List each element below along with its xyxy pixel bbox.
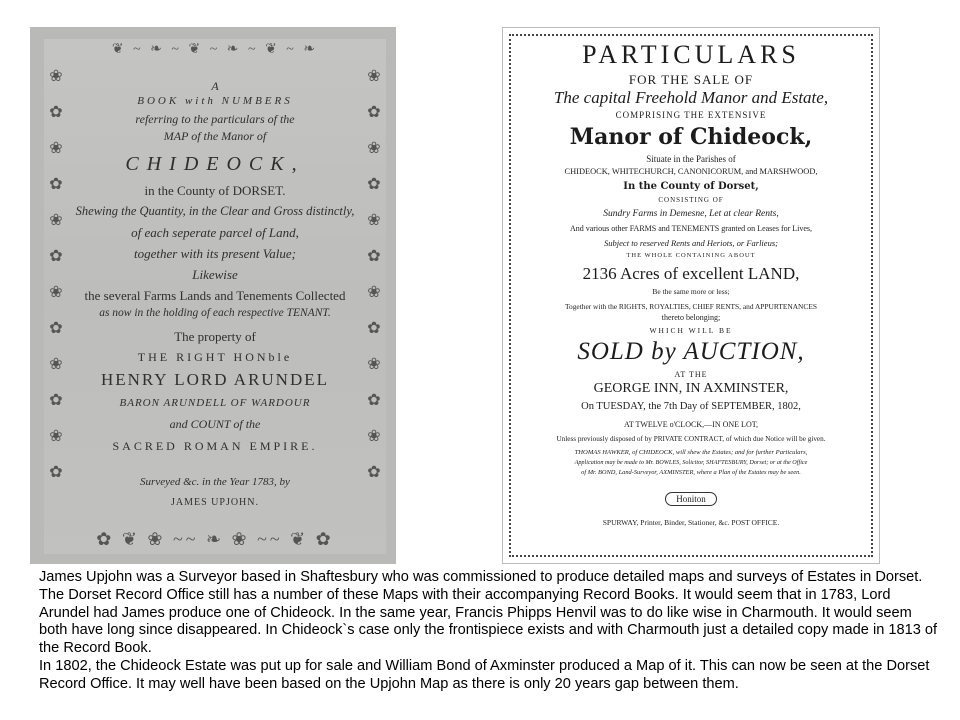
fp-line-19: Surveyed &c. in the Year 1783, by xyxy=(140,476,290,488)
fp-line-4: MAP of the Manor of xyxy=(163,129,267,143)
right-vine-border: ❀ ✿ ❀ ✿ ❀ ✿ ❀ ✿ ❀ ✿ ❀ ✿ xyxy=(367,68,381,481)
poster-line-2: FOR THE SALE OF xyxy=(628,72,754,87)
fp-line-16: BARON ARUNDELL OF WARDOUR xyxy=(119,397,311,409)
fp-line-11: the several Farms Lands and Tenements Collected xyxy=(84,288,346,303)
left-vine-border: ❀ ✿ ❀ ✿ ❀ ✿ ❀ ✿ ❀ ✿ ❀ ✿ xyxy=(49,68,63,481)
poster-line-20: AT THE xyxy=(674,370,708,379)
poster-date: On TUESDAY, the 7th Day of SEPTEMBER, 1802, xyxy=(581,401,801,412)
fp-line-1: A xyxy=(211,79,219,93)
poster-line-7: CHIDEOCK, WHITECHURCH, CANONICORUM, and MARSHWOOD, xyxy=(564,167,818,176)
poster-line-17: thereto belonging; xyxy=(661,313,721,322)
caption-paragraph-2: In 1802, the Chideock Estate was put up for sale and William Bond of Axminster produced a Map of it. This can now be seen at the Dorset Record Office. It may well have been based on the Upjohn Map as there is only 20 years gap between them. xyxy=(39,657,930,692)
sale-particulars-poster xyxy=(502,27,880,564)
fp-line-6: in the County of DORSET. xyxy=(144,183,286,198)
caption-text xyxy=(39,569,939,694)
poster-line-3: The capital Freehold Manor and Estate, xyxy=(553,88,829,107)
poster-line-12: Subject to reserved Rents and Heriots, or Farlieus; xyxy=(604,238,778,248)
poster-line-26: Application may be made to Mr. BOWLES, Solicitor, SHAFTESBURY, Dorset; or at the Office xyxy=(574,459,808,466)
fp-line-2: BOOK with NUMBERS xyxy=(137,95,293,107)
poster-line-16: Together with the RIGHTS, ROYALTIES, CHIEF RENTS, and APPURTENANCES xyxy=(565,302,817,311)
poster-line-23: AT TWELVE o'CLOCK,—IN ONE LOT, xyxy=(623,420,759,429)
poster-line-10: Sundry Farms in Demesne, Let at clear Rents, xyxy=(603,209,779,219)
poster-line-25: THOMAS HAWKER, of CHIDEOCK, will shew the Estates; and for further Particulars, xyxy=(574,449,808,456)
poster-line-9: CONSISTING OF xyxy=(658,196,724,204)
poster-line-8: In the County of Dorset, xyxy=(623,181,759,192)
poster-manor-title: Manor of Chideock, xyxy=(569,124,813,150)
frontispiece-paper xyxy=(44,39,386,554)
fp-henry-lord-arundel: HENRY LORD ARUNDEL xyxy=(100,370,330,389)
poster-sold-by-auction: SOLD by AUCTION, xyxy=(577,338,805,365)
poster-line-11: And various other FARMS and TENEMENTS granted on Leases for Lives, xyxy=(569,224,813,233)
fp-line-18: SACRED ROMAN EMPIRE. xyxy=(112,439,318,453)
fp-line-8: of each seperate parcel of Land, xyxy=(131,225,299,240)
fp-line-12: as now in the holding of each respective TENANT. xyxy=(99,307,331,319)
poster-line-15: Be the same more or less; xyxy=(652,287,730,296)
frontispiece-photo xyxy=(30,27,396,564)
fp-line-9: together with its present Value; xyxy=(134,246,296,261)
honiton-label: Honiton xyxy=(665,492,717,506)
poster-line-6: Situate in the Parishes of xyxy=(646,154,736,164)
fp-title-chideock: CHIDEOCK, xyxy=(125,153,305,175)
fp-line-10: Likewise xyxy=(192,267,238,282)
caption-paragraph-1: James Upjohn was a Surveyor based in Shaftesbury who was commissioned to produce detailed maps and surveys of Estates in Dorset. The Dorset Record Office still has a number of these Maps with their accompanying Record Books. It would seem that in 1783, Lord Arundel had James produce one of Chideock. In the same year, Francis Phipps Henvil was to do like wise in Charmouth. It would seem both have long since disappeared. In Chideock`s case only the frontispiece exists and with Charmouth just a detailed copy made in 1813 of the Record Book. xyxy=(39,569,938,657)
fp-line-17: and COUNT of the xyxy=(169,417,261,431)
top-flourish: ❦ ~ ❧ ~ ❦ ~ ❧ ~ ❦ ~ ❧ xyxy=(111,42,319,57)
poster-line-18: WHICH WILL BE xyxy=(649,326,733,335)
poster-printer: SPURWAY, Printer, Binder, Stationer, &c. POST OFFICE. xyxy=(602,518,780,527)
poster-line-13: THE WHOLE CONTAINING ABOUT xyxy=(626,252,756,259)
poster-title: PARTICULARS xyxy=(582,40,800,69)
fp-line-3: referring to the particulars of the xyxy=(135,112,295,126)
poster-line-4: COMPRISING THE EXTENSIVE xyxy=(615,110,767,120)
poster-george-inn: GEORGE INN, IN AXMINSTER, xyxy=(593,381,789,396)
poster-line-24: Unless previously disposed of by PRIVATE CONTRACT, of which due Notice will be given. xyxy=(556,435,826,443)
poster-honiton-cartouche xyxy=(515,494,867,504)
fp-line-13: The property of xyxy=(174,329,256,344)
poster-acres: 2136 Acres of excellent LAND, xyxy=(582,264,800,283)
poster-line-27: of Mr. BOND, Land-Surveyor, AXMINSTER, where a Plan of the Estates may be seen. xyxy=(581,469,801,476)
bottom-flourish: ✿ ❦ ❀ ~~ ❧ ❀ ~~ ❦ ✿ xyxy=(96,529,334,549)
fp-line-7: Shewing the Quantity, in the Clear and Gross distinctly, xyxy=(75,204,355,218)
fp-line-14: THE RIGHT HONble xyxy=(137,350,293,364)
fp-line-20: JAMES UPJOHN. xyxy=(170,497,259,508)
